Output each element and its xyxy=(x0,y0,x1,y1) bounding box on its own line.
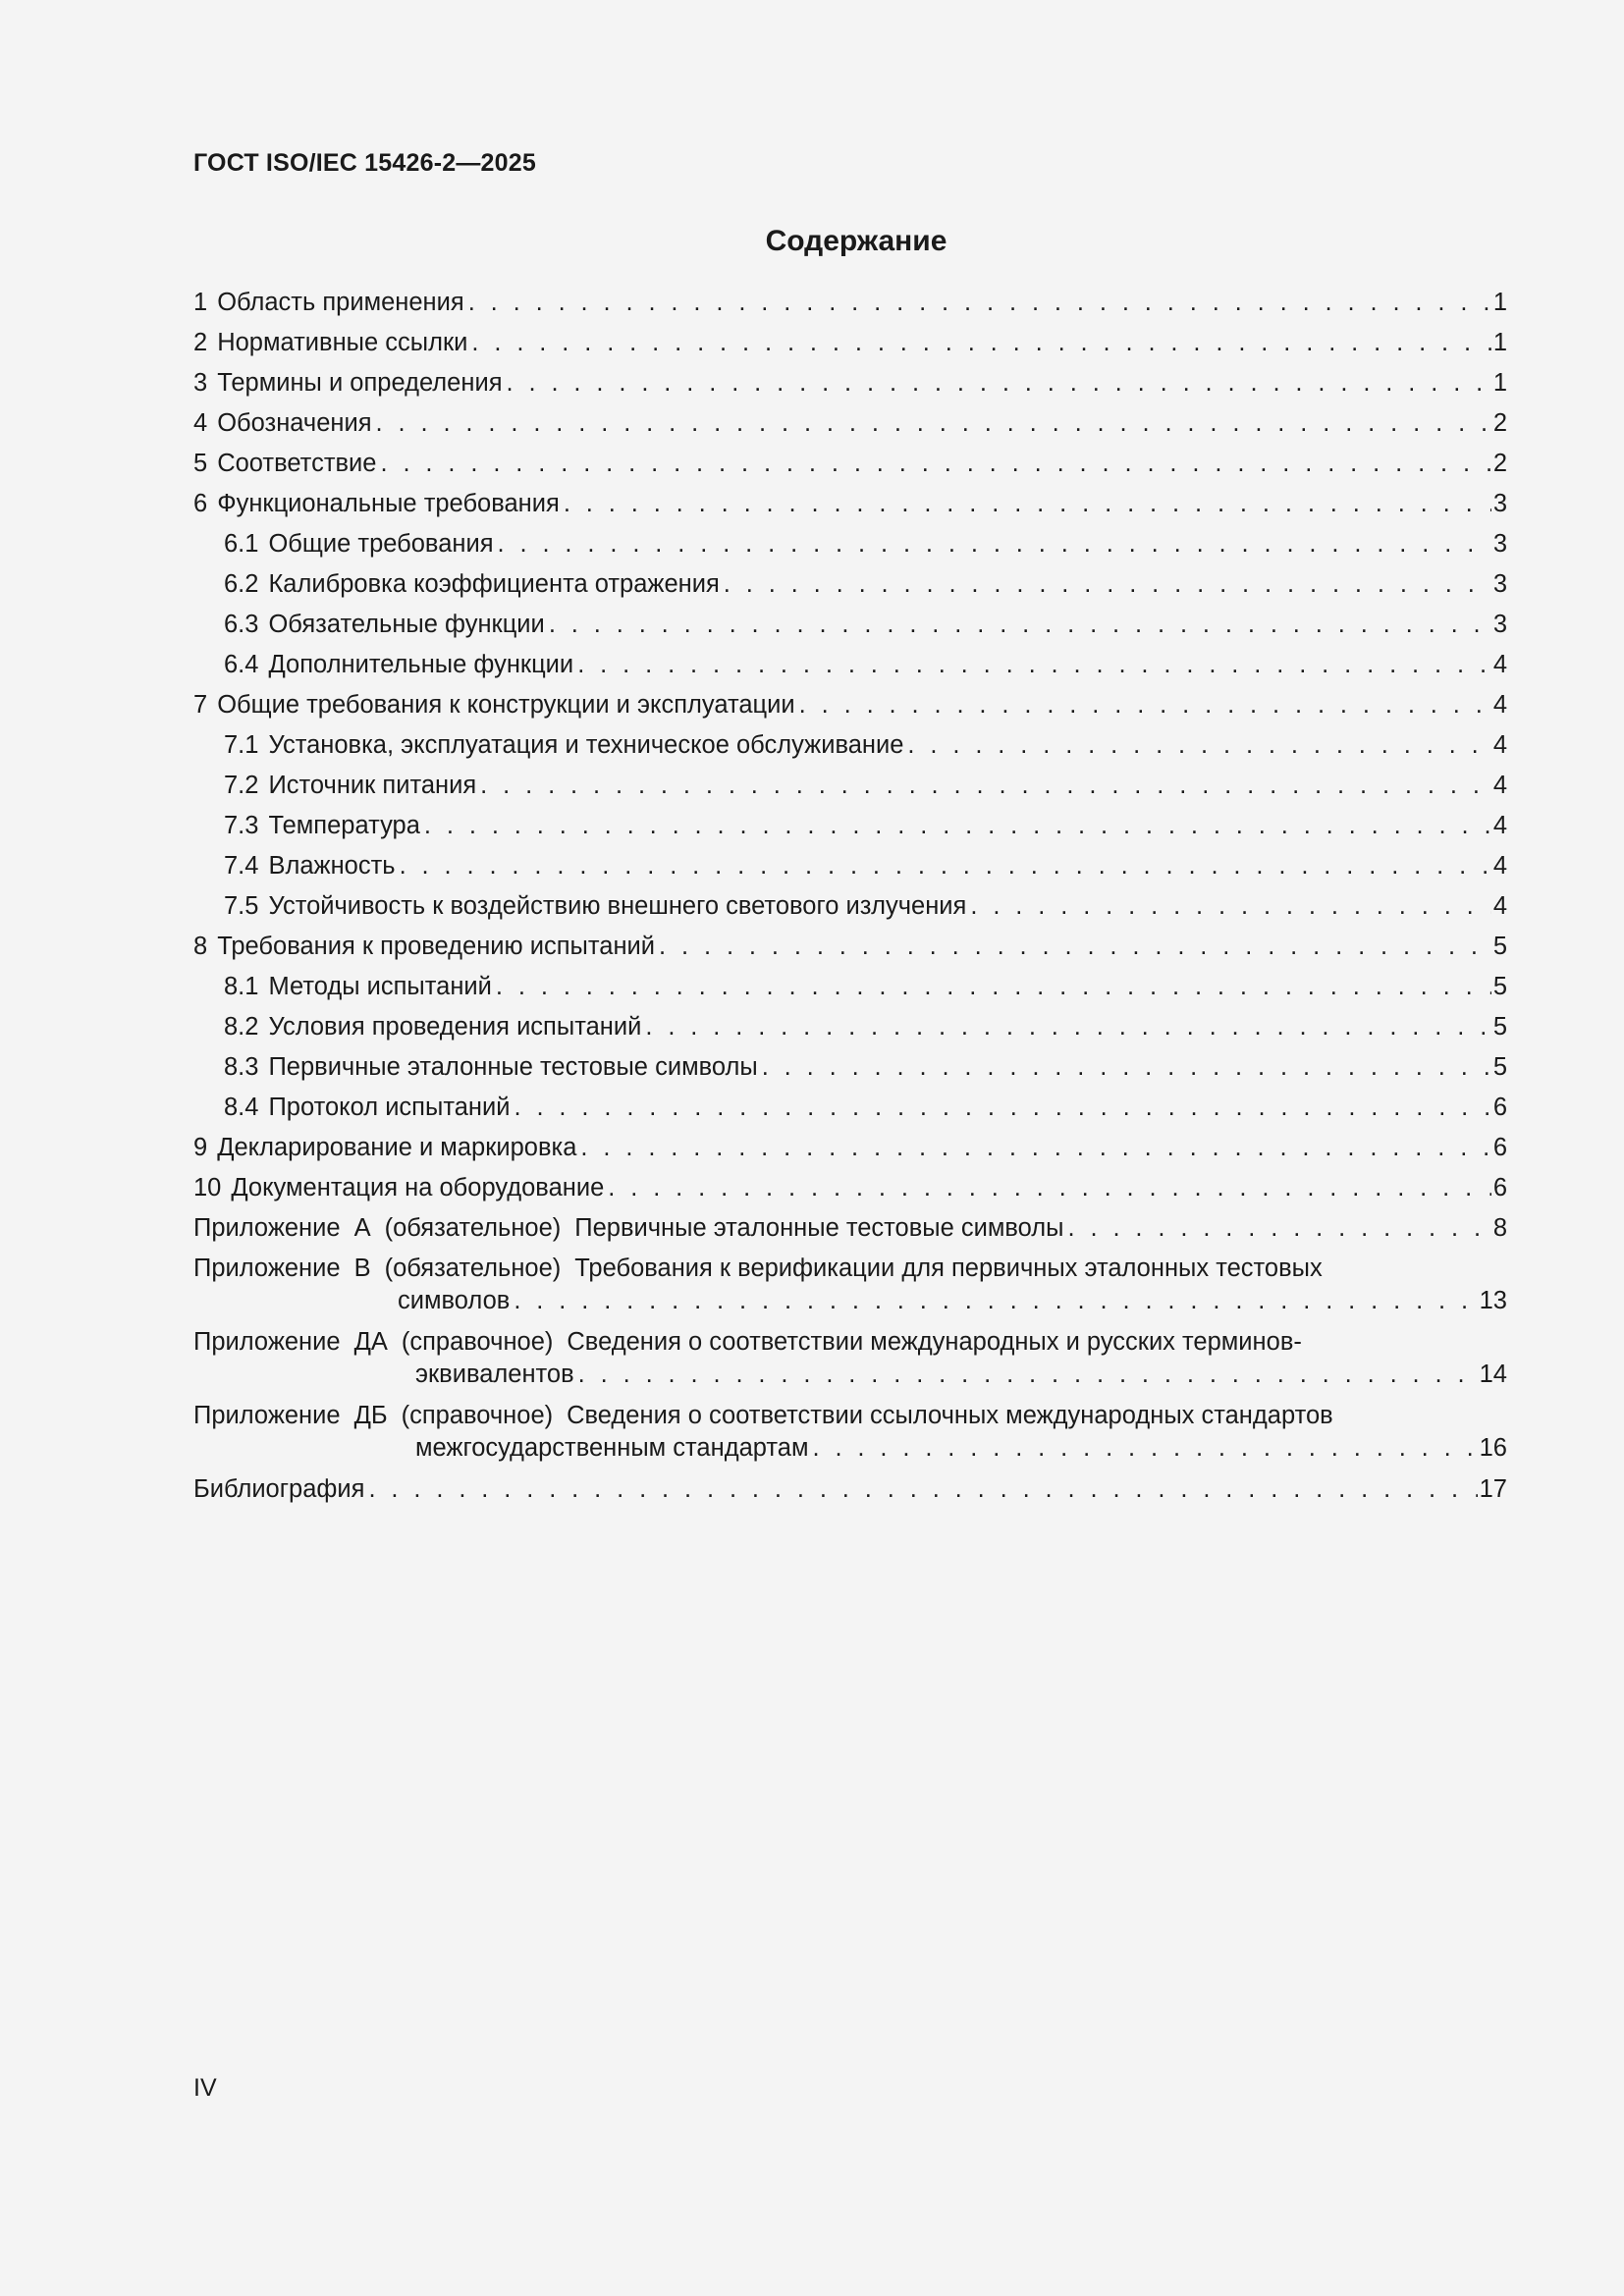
toc-leader xyxy=(514,1092,1490,1124)
toc-leader xyxy=(376,407,1491,440)
document-header: ГОСТ ISO/IEC 15426-2—2025 xyxy=(193,149,536,177)
toc-number: 2 xyxy=(193,329,208,356)
toc-page: 1 xyxy=(1492,369,1507,397)
toc-number: 3 xyxy=(193,369,208,397)
toc-number: 7 xyxy=(193,691,208,719)
appendix-kind: (справочное) xyxy=(401,1402,554,1429)
toc-leader xyxy=(608,1172,1491,1204)
toc-leader xyxy=(724,568,1491,601)
toc-page: 1 xyxy=(1492,329,1507,356)
toc-leader xyxy=(907,729,1490,762)
toc-leader xyxy=(580,1132,1490,1164)
toc-label: Общие требования xyxy=(268,530,494,558)
toc-page: 5 xyxy=(1492,933,1507,960)
appendix-letter: В xyxy=(353,1255,371,1282)
toc-page: 4 xyxy=(1492,852,1507,880)
toc-number: 8.1 xyxy=(224,973,259,1000)
toc-entry[interactable] xyxy=(193,689,1507,729)
toc-bibliography[interactable] xyxy=(193,1473,1507,1514)
toc-page: 6 xyxy=(1492,1134,1507,1161)
toc-number: 10 xyxy=(193,1174,222,1201)
toc-number: 6.2 xyxy=(224,570,259,598)
toc-number: 7.4 xyxy=(224,852,259,880)
toc-leader xyxy=(514,1285,1477,1317)
toc-leader xyxy=(645,1011,1490,1043)
toc-page: 16 xyxy=(1479,1434,1507,1462)
toc-entry[interactable] xyxy=(193,327,1507,367)
toc-page: 6 xyxy=(1492,1174,1507,1201)
toc-leader xyxy=(970,890,1490,923)
toc-label: Первичные эталонные тестовые символы xyxy=(268,1053,758,1081)
toc-subentry[interactable] xyxy=(193,810,1507,850)
toc-label: Источник питания xyxy=(268,772,477,799)
toc-entry[interactable] xyxy=(193,1172,1507,1212)
toc-label: Методы испытаний xyxy=(268,973,492,1000)
toc-page: 14 xyxy=(1479,1361,1507,1388)
toc-page: 5 xyxy=(1492,1013,1507,1041)
toc-entry[interactable] xyxy=(193,287,1507,327)
toc-page: 2 xyxy=(1492,409,1507,437)
toc-label: Соответствие xyxy=(217,450,377,477)
toc-leader xyxy=(564,488,1491,520)
toc-subentry[interactable] xyxy=(193,568,1507,609)
toc-label: Обозначения xyxy=(217,409,372,437)
toc-entry[interactable] xyxy=(193,931,1507,971)
toc-label: Калибровка коэффициента отражения xyxy=(268,570,720,598)
appendix-title: Сведения о соответствии международных и русских терминов- xyxy=(567,1328,1302,1356)
toc-number: 6.4 xyxy=(224,651,259,678)
toc-subentry[interactable] xyxy=(193,1092,1507,1132)
toc-number: 8.4 xyxy=(224,1094,259,1121)
toc-leader xyxy=(1068,1212,1491,1245)
appendix-word: Приложение xyxy=(193,1214,341,1242)
toc-leader xyxy=(471,327,1490,359)
toc-label: Документация на оборудование xyxy=(231,1174,605,1201)
appendix-kind: (справочное) xyxy=(401,1328,554,1356)
toc-appendix-b[interactable] xyxy=(193,1253,1507,1326)
toc-page: 4 xyxy=(1492,731,1507,759)
toc-appendix-da[interactable] xyxy=(193,1326,1507,1400)
toc-label: Влажность xyxy=(268,852,396,880)
appendix-word: Приложение xyxy=(193,1255,341,1282)
toc-leader xyxy=(424,810,1491,842)
toc-leader xyxy=(659,931,1491,963)
appendix-title: Первичные эталонные тестовые символы xyxy=(574,1214,1064,1242)
appendix-kind: (обязательное) xyxy=(384,1255,562,1282)
toc-label: Требования к проведению испытаний xyxy=(217,933,656,960)
toc-subentry[interactable] xyxy=(193,971,1507,1011)
toc-label: Общие требования к конструкции и эксплуатации xyxy=(217,691,795,719)
toc-page: 1 xyxy=(1492,289,1507,316)
toc-page: 3 xyxy=(1492,530,1507,558)
toc-label: Протокол испытаний xyxy=(268,1094,511,1121)
toc-page: 4 xyxy=(1492,651,1507,678)
toc-subentry[interactable] xyxy=(193,770,1507,810)
toc-label: Термины и определения xyxy=(217,369,503,397)
toc-page: 6 xyxy=(1492,1094,1507,1121)
toc-leader xyxy=(577,649,1491,681)
appendix-kind: (обязательное) xyxy=(384,1214,562,1242)
toc-label: Обязательные функции xyxy=(268,611,545,638)
toc-subentry[interactable] xyxy=(193,649,1507,689)
toc-number: 7.3 xyxy=(224,812,259,839)
toc-leader xyxy=(549,609,1491,641)
toc-number: 6.3 xyxy=(224,611,259,638)
toc-entry[interactable] xyxy=(193,367,1507,407)
toc-page: 4 xyxy=(1492,892,1507,920)
toc-subentry[interactable] xyxy=(193,528,1507,568)
toc-entry[interactable] xyxy=(193,488,1507,528)
toc-number: 7.1 xyxy=(224,731,259,759)
toc-leader xyxy=(468,287,1491,319)
page-title: Содержание xyxy=(765,225,947,257)
toc-leader xyxy=(380,448,1490,480)
toc-page: 5 xyxy=(1492,1053,1507,1081)
toc-page: 4 xyxy=(1492,772,1507,799)
toc-number: 7.2 xyxy=(224,772,259,799)
page-number: IV xyxy=(193,2074,217,2102)
toc-page: 8 xyxy=(1492,1214,1507,1242)
toc-label: Устойчивость к воздействию внешнего светового излучения xyxy=(268,892,967,920)
toc-number: 8.3 xyxy=(224,1053,259,1081)
toc-number: 9 xyxy=(193,1134,208,1161)
appendix-title: Требования к верификации для первичных эталонных тестовых xyxy=(574,1255,1323,1282)
toc-page: 3 xyxy=(1492,490,1507,517)
toc-leader xyxy=(507,367,1491,400)
toc-leader xyxy=(812,1432,1477,1465)
toc-entry[interactable] xyxy=(193,407,1507,448)
appendix-title-cont: межгосударственным стандартам xyxy=(415,1434,809,1462)
toc-entry[interactable] xyxy=(193,1132,1507,1172)
toc-label: Температура xyxy=(268,812,420,839)
toc-leader xyxy=(578,1359,1478,1391)
toc-subentry[interactable] xyxy=(193,1011,1507,1051)
toc-number: 4 xyxy=(193,409,208,437)
appendix-title-cont: символов xyxy=(398,1287,511,1314)
toc-number: 6 xyxy=(193,490,208,517)
toc-appendix-db[interactable] xyxy=(193,1400,1507,1473)
toc-number: 5 xyxy=(193,450,208,477)
appendix-letter: ДБ xyxy=(353,1402,388,1429)
toc-leader xyxy=(496,971,1491,1003)
toc-label: Условия проведения испытаний xyxy=(268,1013,642,1041)
toc-subentry[interactable] xyxy=(193,850,1507,890)
toc-label: Декларирование и маркировка xyxy=(217,1134,577,1161)
appendix-title: Сведения о соответствии ссылочных международных стандартов xyxy=(567,1402,1333,1429)
appendix-letter: А xyxy=(353,1214,371,1242)
toc-label: Функциональные требования xyxy=(217,490,560,517)
toc-leader xyxy=(799,689,1491,721)
toc-leader xyxy=(480,770,1491,802)
toc-label: Нормативные ссылки xyxy=(217,329,468,356)
toc-number: 8.2 xyxy=(224,1013,259,1041)
toc-subentry[interactable] xyxy=(193,729,1507,770)
appendix-letter: ДА xyxy=(353,1328,388,1356)
toc-page: 2 xyxy=(1492,450,1507,477)
toc-leader xyxy=(498,528,1491,561)
appendix-word: Приложение xyxy=(193,1402,341,1429)
toc-label: Область применения xyxy=(217,289,464,316)
toc-entry[interactable] xyxy=(193,448,1507,488)
toc-number: 8 xyxy=(193,933,208,960)
toc-page: 4 xyxy=(1492,691,1507,719)
appendix-word: Приложение xyxy=(193,1328,341,1356)
toc-subentry[interactable] xyxy=(193,1051,1507,1092)
toc-leader xyxy=(368,1473,1477,1506)
toc-leader xyxy=(762,1051,1491,1084)
toc-label: Установка, эксплуатация и техническое обслуживание xyxy=(268,731,904,759)
appendix-title-cont: эквивалентов xyxy=(415,1361,574,1388)
toc-subentry[interactable] xyxy=(193,890,1507,931)
toc-label: Дополнительные функции xyxy=(268,651,574,678)
toc-label: Библиография xyxy=(193,1475,365,1503)
toc-number: 1 xyxy=(193,289,208,316)
toc-page: 5 xyxy=(1492,973,1507,1000)
toc-page: 3 xyxy=(1492,570,1507,598)
toc-number: 7.5 xyxy=(224,892,259,920)
toc-page: 3 xyxy=(1492,611,1507,638)
toc-page: 13 xyxy=(1479,1287,1507,1314)
toc-page: 17 xyxy=(1479,1475,1507,1503)
toc-leader xyxy=(400,850,1491,882)
table-of-contents xyxy=(193,287,1507,1514)
toc-appendix-a[interactable] xyxy=(193,1212,1507,1253)
toc-page: 4 xyxy=(1492,812,1507,839)
toc-number: 6.1 xyxy=(224,530,259,558)
toc-subentry[interactable] xyxy=(193,609,1507,649)
